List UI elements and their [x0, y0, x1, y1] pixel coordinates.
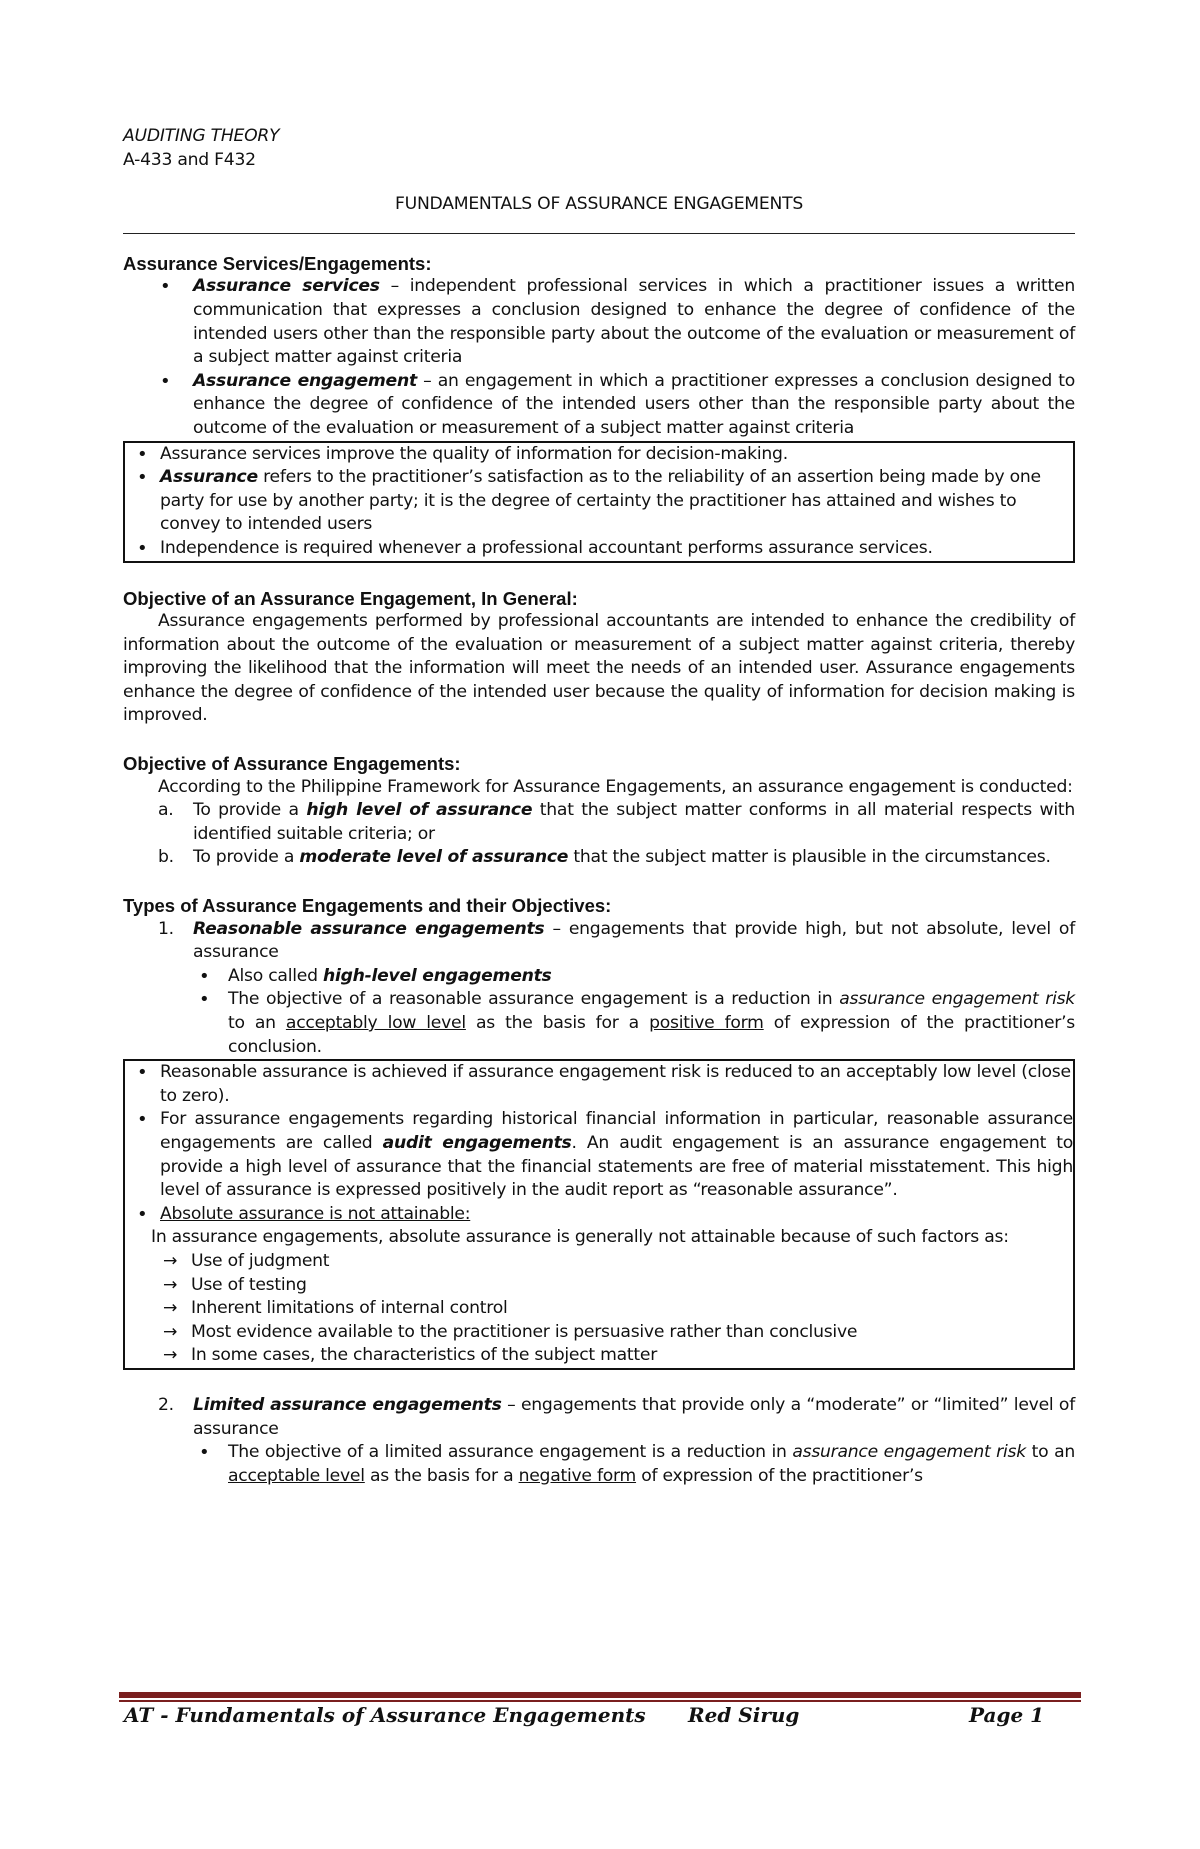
arrow-icon: →	[163, 1298, 178, 1319]
factor-text: In some cases, the characteristics of the subject matter	[191, 1345, 658, 1366]
type-item-reasonable	[123, 918, 1075, 1060]
subpoint-underlined: negative form	[518, 1465, 637, 1486]
note-item: • Assurance services improve the quality of information for decision-making.	[125, 443, 1073, 467]
factor-item	[163, 1274, 1073, 1298]
factor-text: Use of testing	[191, 1274, 307, 1295]
subpoint-text: of expression of the practitioner’s conclusion.	[228, 1013, 1076, 1057]
arrow-icon: →	[163, 1345, 178, 1366]
note-term: audit engagements	[382, 1132, 572, 1153]
document-title: FUNDAMENTALS OF ASSURANCE ENGAGEMENTS	[394, 194, 804, 215]
subpoint-underlined: positive form	[649, 1013, 764, 1033]
note-box-assurance	[123, 441, 1075, 563]
subpoint-text: to an	[228, 1013, 286, 1033]
list-marker: 1.	[158, 918, 174, 939]
note-heading: Absolute assurance is not attainable:	[160, 1203, 471, 1224]
subpoint-text: as the basis for a	[364, 1465, 519, 1486]
course-title: AUDITING THEORY	[123, 126, 280, 146]
subpoint	[193, 1441, 1075, 1488]
note-text: . An audit engagement is an assurance engagement to provide a high level of assurance that the financial statements are free of material misstatement. This high level of assurance is expressed positively in the audit report as “reasonable assurance”.	[160, 1132, 1074, 1201]
arrow-icon: →	[163, 1250, 178, 1271]
arrow-icon: →	[163, 1274, 178, 1295]
objective-item	[123, 799, 1075, 846]
subpoint	[193, 965, 1075, 989]
note-item	[125, 466, 1073, 537]
objective-term: moderate level of assurance	[299, 847, 569, 868]
factor-text: Use of judgment	[191, 1250, 330, 1271]
list-marker: b.	[158, 847, 174, 868]
objective-text: To provide a	[193, 800, 307, 821]
subpoint-text: The objective of a reasonable assurance engagement is a reduction in	[228, 989, 840, 1010]
type-subpoints	[193, 965, 1075, 1059]
section-heading-objective-general: Objective of an Assurance Engagement, In General:	[123, 587, 578, 609]
footer-document-title: AT - Fundamentals of Assurance Engagements	[124, 1703, 646, 1727]
factor-item	[163, 1297, 1073, 1321]
subpoint-text: to an	[1025, 1442, 1075, 1463]
factor-item	[163, 1321, 1073, 1345]
factor-text: Most evidence available to the practitioner is persuasive rather than conclusive	[191, 1321, 858, 1342]
note-text: For assurance engagements regarding historical financial information in particular, reasonable assurance engagements are called	[160, 1109, 1073, 1153]
subpoint-italic: assurance engagement risk	[792, 1442, 1026, 1463]
subpoint-text: as the basis for a	[465, 1013, 650, 1033]
course-code: A-433 and F432	[123, 149, 256, 170]
list-marker: a.	[158, 800, 174, 821]
type-subpoints	[193, 1441, 1075, 1488]
section-heading-assurance-services: Assurance Services/Engagements:	[123, 252, 432, 274]
subpoint-text: Also called	[228, 965, 323, 986]
arrow-icon: →	[163, 1321, 178, 1342]
definition-text: – an engagement in which a practitioner expresses a conclusion designed to enhance the degree of confidence of the intended users other than the responsible party about the outcome of the evaluation or measurement of a subject matter against criteria	[193, 370, 1075, 438]
definitions-list	[123, 275, 1075, 440]
definition-item	[123, 275, 1075, 369]
section-heading-types: Types of Assurance Engagements and their Objectives:	[123, 895, 612, 917]
objective-item	[123, 846, 1075, 870]
note-item	[125, 1203, 1073, 1227]
types-list	[123, 918, 1075, 1060]
subpoint-text: of expression of the practitioner’s	[636, 1465, 923, 1486]
type-term: Limited assurance engagements	[193, 1394, 502, 1415]
factor-text: Inherent limitations of internal control	[191, 1298, 508, 1319]
types-list-continued	[123, 1394, 1075, 1488]
subpoint-underlined: acceptable level	[228, 1465, 365, 1486]
objective-general-paragraph: Assurance engagements performed by professional accountants are intended to enhance the credibility of information about the outcome of the evaluation or measurement of a subject matter against criteria, thereby improving the likelihood that the information will meet the needs of an intended user. Assurance engagements enhance the degree of confidence of the intended user because the quality of information for decision making is improved.	[123, 611, 1075, 726]
note-paragraph: In assurance engagements, absolute assurance is generally not attainable because of such factors as:	[151, 1227, 1009, 1248]
type-term: Reasonable assurance engagements	[193, 918, 545, 939]
title-divider	[123, 233, 1075, 234]
section-heading-objective: Objective of Assurance Engagements:	[123, 753, 461, 775]
limitation-factors	[125, 1250, 1073, 1368]
objective-term: high level of assurance	[306, 800, 533, 821]
subpoint-underlined: acceptably low level	[285, 1013, 466, 1033]
type-text: – engagements that provide only a “moderate” or “limited” level of assurance	[193, 1394, 1075, 1439]
subpoint-italic: assurance engagement risk	[839, 989, 1076, 1010]
definition-item	[123, 370, 1075, 441]
definition-term: Assurance engagement	[193, 370, 417, 391]
type-item-limited	[123, 1394, 1075, 1488]
subpoint-term: high-level engagements	[322, 965, 552, 986]
objective-text: To provide a	[193, 847, 300, 868]
factor-item	[163, 1344, 1073, 1368]
footer-rule	[119, 1692, 1081, 1698]
note-item: • Reasonable assurance is achieved if assurance engagement risk is reduced to an acceptably low level (close to zero).	[125, 1061, 1073, 1108]
note-item: • Independence is required whenever a professional accountant performs assurance services.	[125, 537, 1073, 561]
definition-text: – independent professional services in which a practitioner issues a written communication that expresses a conclusion designed to enhance the degree of confidence of the intended users other than the responsible party about the outcome of the evaluation or measurement of a subject matter against criteria	[193, 276, 1075, 368]
footer-rule-thin	[119, 1700, 1081, 1702]
note-item	[125, 1108, 1073, 1202]
footer-author: Red Sirug	[688, 1703, 800, 1727]
subpoint	[193, 988, 1075, 1059]
note-text: refers to the practitioner’s satisfaction as to the reliability of an assertion being made by one party for use by another party; it is the degree of certainty the practitioner has attained and wishes to convey to intended users	[160, 467, 1041, 535]
subpoint-text: The objective of a limited assurance engagement is a reduction in	[228, 1442, 793, 1463]
note-box-reasonable	[123, 1059, 1075, 1370]
factor-item	[163, 1250, 1073, 1274]
list-marker: 2.	[158, 1394, 174, 1415]
definition-term: Assurance services	[193, 276, 380, 297]
page-content	[123, 125, 1075, 1488]
objective-list	[123, 799, 1075, 870]
objective-text: that the subject matter is plausible in the circumstances.	[568, 847, 1051, 868]
objective-intro: According to the Philippine Framework for Assurance Engagements, an assurance engagement is conducted:	[158, 776, 1073, 797]
objective-text: that the subject matter conforms in all material respects with identified suitable criteria; or	[193, 800, 1075, 844]
footer-page-number: Page 1	[969, 1703, 1045, 1727]
note-term: Assurance	[160, 467, 258, 488]
type-text: – engagements that provide high, but not absolute, level of assurance	[193, 918, 1075, 963]
